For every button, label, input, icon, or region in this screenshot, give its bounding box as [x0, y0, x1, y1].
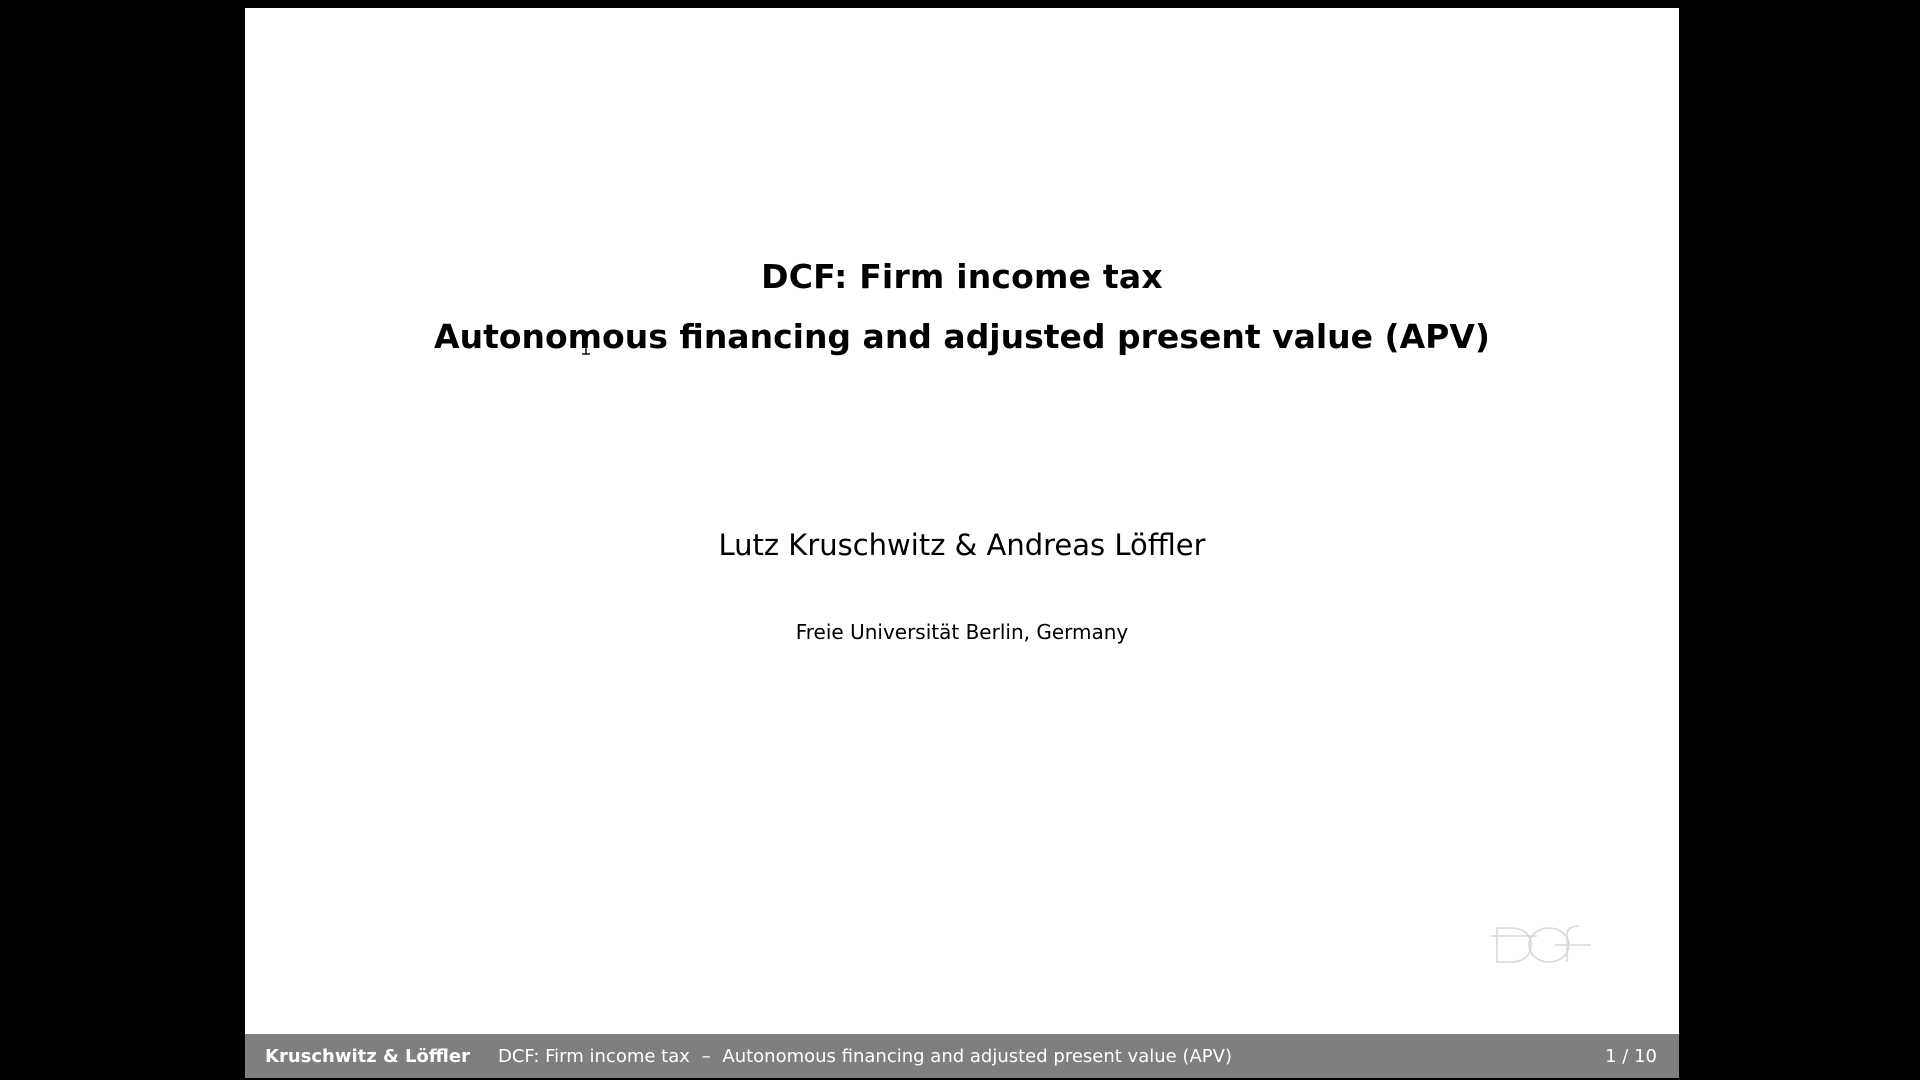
status-separator: –	[701, 1045, 711, 1067]
status-authors: Kruschwitz & Löffler	[265, 1045, 470, 1067]
title-block	[245, 256, 1679, 359]
presentation-slide	[245, 8, 1679, 1078]
page-title: DCF: Firm income tax	[761, 257, 1163, 296]
status-subsection: Autonomous financing and adjusted present value (APV)	[722, 1045, 1232, 1067]
status-title	[470, 1046, 1605, 1067]
status-section: DCF: Firm income tax	[497, 1045, 690, 1067]
slide-content	[245, 8, 1679, 1034]
slide-status-bar	[245, 1034, 1679, 1078]
dcf-logo-icon	[1487, 912, 1607, 976]
authors: Lutz Kruschwitz & Andreas Löffler	[718, 528, 1206, 562]
page-number: 1 / 10	[1605, 1045, 1657, 1067]
page-subtitle: Autonomous financing and adjusted present value (APV)	[434, 317, 1490, 357]
institute: Freie Universität Berlin, Germany	[795, 620, 1129, 644]
